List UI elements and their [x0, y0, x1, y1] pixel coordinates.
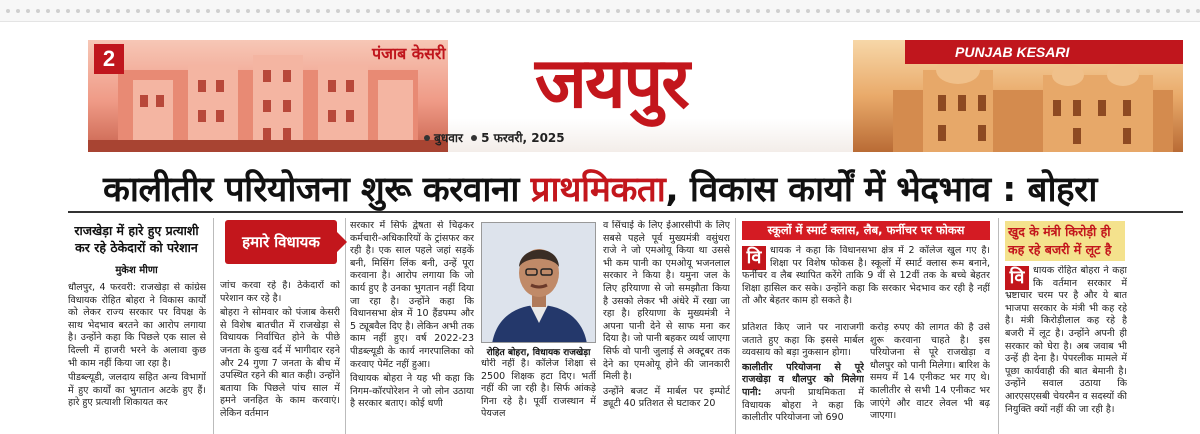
border-dot: [1196, 9, 1200, 13]
border-dot: [106, 9, 110, 13]
border-dot: [526, 9, 530, 13]
border-dot: [486, 9, 490, 13]
main-headline: [0, 165, 1200, 212]
border-dot: [196, 9, 200, 13]
border-dot: [66, 9, 70, 13]
box-lead: [742, 245, 990, 319]
border-dot: [406, 9, 410, 13]
drop-cap: वि: [742, 246, 766, 270]
bullet-icon: [471, 135, 477, 141]
border-dot: [1056, 9, 1060, 13]
border-dot: [976, 9, 980, 13]
box-column-b: [870, 322, 990, 434]
border-dot: [576, 9, 580, 13]
border-dot: [726, 9, 730, 13]
day: बुधवार: [434, 131, 463, 145]
border-dot: [336, 9, 340, 13]
paragraph: अपनी प्राथमिकता में विधायक बोहरा ने कहा कि कालीतीर परियोजना जो 690: [742, 386, 864, 424]
border-dot: [56, 9, 60, 13]
border-dot: [286, 9, 290, 13]
border-dot: [896, 9, 900, 13]
border-dot: [926, 9, 930, 13]
border-dot: [346, 9, 350, 13]
mla-photo: [481, 222, 596, 343]
border-dot: [646, 9, 650, 13]
border-dot: [76, 9, 80, 13]
border-dot: [866, 9, 870, 13]
border-dot: [396, 9, 400, 13]
border-dot: [156, 9, 160, 13]
border-dot: [266, 9, 270, 13]
paragraph: पीडब्ल्यूडी, जलदाय सहित अन्य विभागों में हुए कार्यों का भुगतान अटके हुए हैं। हारे हुए प्रत्याशी शिकायत कर: [68, 372, 206, 409]
border-dot: [1016, 9, 1020, 13]
border-dot: [236, 9, 240, 13]
border-dot: [46, 9, 50, 13]
border-dot: [746, 9, 750, 13]
photo-caption: रोहित बोहरा, विधायक राजखेड़ा: [486, 348, 591, 358]
border-dot: [666, 9, 670, 13]
sidebar-body: [68, 282, 206, 434]
border-dot: [716, 9, 720, 13]
column-divider: [213, 218, 214, 434]
border-dot: [1156, 9, 1160, 13]
border-dot: [566, 9, 570, 13]
border-dot: [306, 9, 310, 13]
sidebar-headline-line1: राजखेड़ा में हारे हुए प्रत्याशी: [74, 223, 199, 238]
border-dot: [176, 9, 180, 13]
border-dot: [426, 9, 430, 13]
border-dot: [26, 9, 30, 13]
bullet-icon: [424, 135, 430, 141]
drop-cap: वि: [1005, 266, 1029, 290]
border-dot: [606, 9, 610, 13]
box-column-a: [742, 322, 864, 434]
border-dot: [946, 9, 950, 13]
border-dot: [536, 9, 540, 13]
border-dot: [686, 9, 690, 13]
border-dot: [216, 9, 220, 13]
border-dot: [446, 9, 450, 13]
page-top-border: [0, 0, 1200, 22]
border-dot: [1026, 9, 1030, 13]
brand-hindi: पंजाब केसरी: [372, 44, 446, 63]
headline-part1: कालीतीर परियोजना शुरू करवाना: [103, 170, 531, 210]
right-headline-line2: कह रहे बजरी में लूट है: [1008, 242, 1112, 257]
column-4-body: [481, 358, 596, 434]
page-number: 2: [94, 44, 124, 74]
column-divider: [735, 218, 736, 434]
border-dot: [6, 9, 10, 13]
section-tag: हमारे विधायक: [225, 220, 337, 264]
border-dot: [916, 9, 920, 13]
border-dot: [586, 9, 590, 13]
border-dot: [326, 9, 330, 13]
border-dot: [986, 9, 990, 13]
headline-highlight: प्राथमिकता: [530, 170, 666, 210]
border-dot: [386, 9, 390, 13]
paragraph: प्रतिशत किए जाने पर नाराजगी जताते हुए कहा कि इससे मार्बल व्यवसाय को बड़ा नुकसान होगा।: [742, 322, 864, 359]
border-dot: [836, 9, 840, 13]
border-dot: [506, 9, 510, 13]
border-dot: [206, 9, 210, 13]
right-headline: [1005, 221, 1125, 261]
border-dot: [776, 9, 780, 13]
border-dot: [596, 9, 600, 13]
border-dot: [466, 9, 470, 13]
date: 5 फरवरी, 2025: [481, 131, 565, 145]
column-divider: [998, 218, 999, 434]
border-dot: [936, 9, 940, 13]
border-dot: [856, 9, 860, 13]
dateline: [420, 129, 565, 146]
border-dot: [356, 9, 360, 13]
byline: मुकेश मीणा: [115, 265, 158, 276]
column-5-body: [603, 220, 730, 434]
border-dot: [1186, 9, 1190, 13]
border-dot: [476, 9, 480, 13]
border-dot: [456, 9, 460, 13]
paragraph: विधायक बोहरा ने यह भी कहा कि निगम-कॉरपोरेशन ने जो लोन उठाया है सरकार बताए। कोई धणी: [350, 373, 474, 410]
border-dot: [296, 9, 300, 13]
border-dot: [436, 9, 440, 13]
border-dot: [1146, 9, 1150, 13]
border-dot: [1096, 9, 1100, 13]
box-headline: स्कूलों में स्मार्ट क्लास, लैब, फर्नीचर पर फोकस: [742, 221, 990, 240]
headline-rule: [68, 211, 1183, 213]
border-dot: [516, 9, 520, 13]
border-dot: [676, 9, 680, 13]
border-dot: [756, 9, 760, 13]
border-dot: [1106, 9, 1110, 13]
border-dot: [186, 9, 190, 13]
border-dot: [1046, 9, 1050, 13]
paragraph: करोड़ रुपए की लागत की है उसे शुरू करवाना चाहते है। इस परियोजना से पूरे राजखेड़ा व धौलपुर को पानी मिलेगा। बारिश के समय में 14 एनीकट भर गए थे। कालीतीर से सभी 14 एनीकट भर जाएंगे और वाटर लेवल भी बढ़ जाएगा।: [870, 322, 990, 422]
border-dot: [786, 9, 790, 13]
border-dot: [766, 9, 770, 13]
border-dot: [826, 9, 830, 13]
border-dot: [796, 9, 800, 13]
column-2-body: [220, 280, 340, 434]
border-dot: [906, 9, 910, 13]
border-dot: [416, 9, 420, 13]
border-dot: [136, 9, 140, 13]
border-dot: [96, 9, 100, 13]
border-dot: [806, 9, 810, 13]
paragraph: व सिंचाई के लिए ईआरसीपी के लिए सबसे पहले पूर्व मुख्यमंत्री वसुंधरा राजे ने जो एमओयू किया था उससे भी कम पानी का एमओयू भजनलाल सरकार ने किया है। यमुना जल के लिए हरियाणा से जो समझौता किया है उसको लेकर भी अंधेरे में रखा जा रहा है। हरियाणा के मुख्यमंत्री ने अपना पानी देने से साफ मना कर दिया है। जो पानी बहकर व्यर्थ जाएगा सिर्फ वो पानी जुलाई से अक्टूबर तक देने का एमओयू होने की जानकारी मिली है।: [603, 220, 730, 383]
border-dot: [636, 9, 640, 13]
border-dot: [376, 9, 380, 13]
paragraph: धायक ने कहा कि विधानसभा क्षेत्र में 2 कॉलेज खुल गए है। शिक्षा पर विशेष फोकस है। स्कूलों में स्मार्ट क्लास रूम बनाने, फर्नीचर व लैब स्थापित करेंगे ताकि 9 वीं से 12वीं तक के बच्चे बेहतर शिक्षा हासिल कर सके। उन्होंने कहा कि सरकार भेदभाव कर रही है नहीं तो और बेहतर काम हो सकते है।: [742, 245, 990, 307]
border-dot: [36, 9, 40, 13]
brand-english: PUNJAB KESARI: [905, 40, 1183, 64]
border-dot: [316, 9, 320, 13]
border-dot: [146, 9, 150, 13]
border-dot: [16, 9, 20, 13]
border-dot: [546, 9, 550, 13]
border-dot: [616, 9, 620, 13]
sidebar-headline-line2: कर रहे ठेकेदारों को परेशान: [75, 240, 198, 255]
border-dot: [626, 9, 630, 13]
paragraph: उन्होंने बजट में मार्बल पर इम्पोर्ट ड्यूटी 40 प्रतिशत से घटाकर 20: [603, 385, 730, 410]
border-dot: [886, 9, 890, 13]
border-dot: [1136, 9, 1140, 13]
paragraph: धायक रोहित बोहरा ने कहा कि वर्तमान सरकार में भ्रष्टाचार चरम पर है और ये बात भाजपा सरकार के मंत्री भी कह रहे है। मंत्री किरोड़ीलाल कह रहे है बजरी में लूट है। उन्होंने अपनी ही सरकार को घेरा है। अब जवाब भी उन्हें ही देना है। पेपरलीक मामले में पूछा कार्यवाही की बात बेमानी है। उन्होंने सवाल उठाया कि आरएसएसबी चेयरमैन व सदस्यों की नियुक्ति क्यों नहीं की जा रही है।: [1005, 265, 1127, 415]
border-dot: [696, 9, 700, 13]
column-3-body: [350, 220, 474, 434]
border-dot: [226, 9, 230, 13]
border-dot: [86, 9, 90, 13]
border-dot: [876, 9, 880, 13]
border-dot: [246, 9, 250, 13]
border-dot: [706, 9, 710, 13]
border-dot: [816, 9, 820, 13]
border-dot: [366, 9, 370, 13]
border-dot: [126, 9, 130, 13]
right-headline-line1: खुद के मंत्री किरोड़ी ही: [1008, 224, 1111, 239]
border-dot: [956, 9, 960, 13]
border-dot: [556, 9, 560, 13]
border-dot: [276, 9, 280, 13]
border-dot: [1006, 9, 1010, 13]
border-dot: [496, 9, 500, 13]
headline-part2: , विकास कार्यों में भेदभाव : बोहरा: [665, 170, 1097, 210]
border-dot: [1166, 9, 1170, 13]
paragraph: धोरी नहीं है। कॉलेज शिक्षा से 2500 शिक्षक हटा दिए। भर्ती नहीं की जा रही है। सिर्फ आंकड़े गिना रहे है। पूर्वी राजस्थान में पेयजल: [481, 358, 596, 420]
border-dot: [1076, 9, 1080, 13]
border-dot: [116, 9, 120, 13]
border-dot: [1176, 9, 1180, 13]
paragraph: बोहरा ने सोमवार को पंजाब केसरी से विशेष बातचीत में राजखेड़ा से विधायक निर्वाचित होने के पीछे जनता के दुःख दर्द में भागीदार रहने और 24 गुणा 7 जनता के बीच में उपस्थित रहने की बात कही। उन्होंने बताया कि पिछले पांच साल में हमने जनहित के काम करवाएं। लेकिन वर्तमान: [220, 307, 340, 419]
border-dot: [846, 9, 850, 13]
city-title: जयपुर: [535, 42, 688, 124]
subhead: कालीतीर परियोजना से पूरे राजखेड़ा व धौलपुर को मिलेगा पानी:: [742, 361, 864, 398]
paragraph: धौलपुर, 4 फरवरी: राजखेड़ा से कांग्रेस विधायक रोहित बोहरा ने विकास कार्यों को लेकर राज्य सरकार पर विपक्ष के साथ भेदभाव बरतने का आरोप लगाया है। उन्होंने कहा कि पिछले एक साल से दिल्ली में हाजरी भरने के अलावा कुछ भी काम नहीं किया जा रहा है।: [68, 282, 206, 369]
border-dot: [166, 9, 170, 13]
border-dot: [1036, 9, 1040, 13]
border-dot: [1086, 9, 1090, 13]
border-dot: [966, 9, 970, 13]
border-dot: [656, 9, 660, 13]
right-column-body: [1005, 265, 1127, 434]
paragraph: सरकार में सिर्फ द्वेषता से चिढ़कर कर्मचारी-अधिकारियों के ट्रांसफर कर रही है। एक साल पहले जहां सड़कें बनी, मिसिंग लिंक बनी, उन्हें पूरा करवाना है। आरोप लगाया कि जो कार्य हुए है उनका भुगतान नहीं दिया जा रहा है। उन्होंने कहा कि विधानसभा क्षेत्र में 10 हैंडपम्प और 5 ट्यूबवैल दिए है। लेकिन अभी तक काम नहीं हुए। वर्ष 2022-23 पीडब्ल्यूडी के कार्य नगरपालिका को करवाए पेमेंट नहीं हुआ।: [350, 220, 474, 370]
border-dot: [736, 9, 740, 13]
border-dot: [1116, 9, 1120, 13]
border-dot: [1126, 9, 1130, 13]
sidebar-headline: [68, 222, 205, 256]
border-dot: [256, 9, 260, 13]
paragraph: जांच करवा रहे है। ठेकेदारों को परेशान कर रहे है।: [220, 280, 340, 304]
border-dot: [1066, 9, 1070, 13]
border-dot: [996, 9, 1000, 13]
